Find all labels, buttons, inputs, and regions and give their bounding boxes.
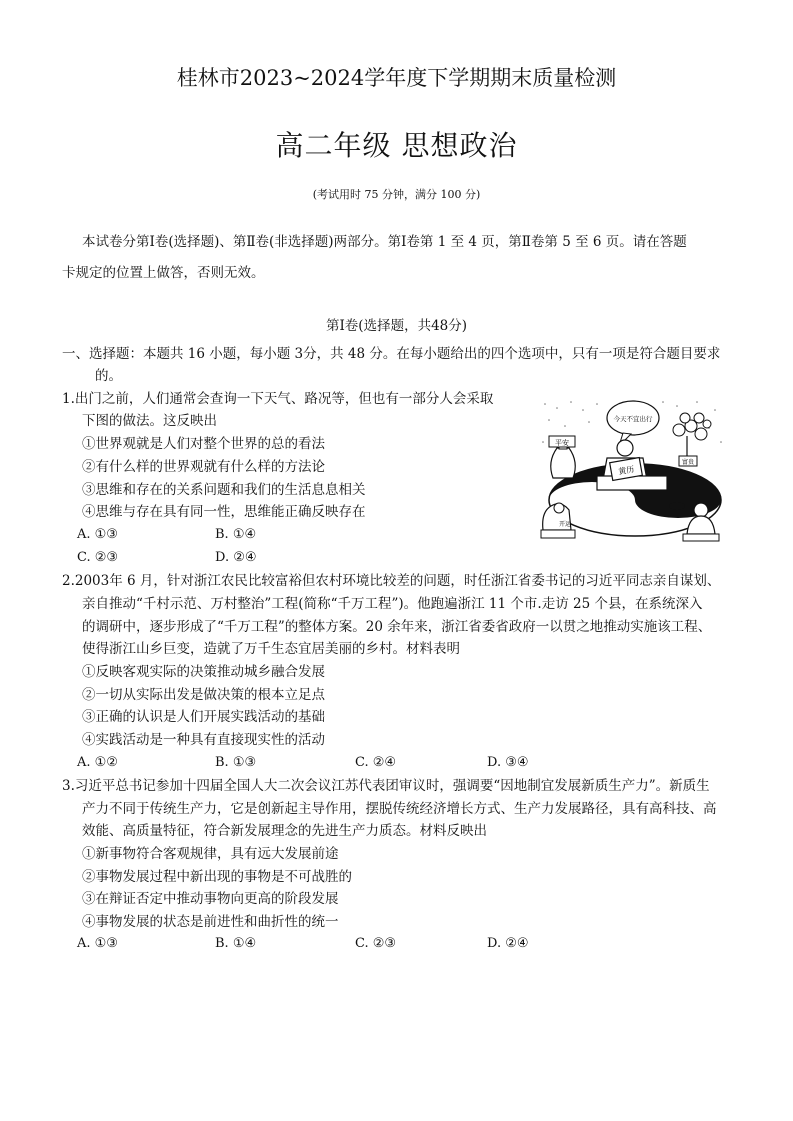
q1-option-c[interactable]: C. ②③ [77,550,119,565]
intro-line-2: 卡规定的位置上做答，否则无效。 [62,265,265,281]
q1-stem-line-1: 1.出门之前，人们通常会查询一下天气、路况等，但也有一部分人会采取 [62,391,494,407]
almanac-label: 黄历 [617,464,635,477]
q1-option-a[interactable]: A. ①③ [77,527,118,542]
q2-stem-line-4: 使得浙江山乡巨变，造就了万千生态宜居美丽的乡村。材料表明 [82,641,460,657]
vase-icon [549,436,575,478]
q3-option-b[interactable]: B. ①④ [215,936,257,951]
q2-stem-line-3: 的调研中，逐步形成了“千万工程”的整体方案。20 余年来，浙江省委省政府一以贯之地推动实施该工程、 [82,619,712,635]
q3-statement-3: ③在辩证否定中推动事物向更高的阶段发展 [82,891,339,907]
q3-stem-line-2: 产力不同于传统生产力，它是创新起主导作用，摆脱传统经济增长方式、生产力发展路径，具有高科技、高 [82,801,717,817]
q3-statement-1: ①新事物符合客观规律，具有远大发展前途 [82,846,339,862]
q3-stem-line-3: 效能、高质量特征，符合新发展理念的先进生产力质态。材料反映出 [82,823,487,839]
section-title: 第Ⅰ卷(选择题，共48分) [325,318,468,334]
q2-statement-3: ③正确的认识是人们开展实践活动的基础 [82,709,325,725]
q3-option-a[interactable]: A. ①③ [77,936,118,951]
cartoon-drawing [537,396,725,548]
q2-stem-line-2: 亲自推动“千村示范、万村整治”工程(简称“千万工程”)。他跑遍浙江 11 个市.走访 25 个县，在系统深入 [82,596,703,612]
q2-option-a[interactable]: A. ①② [77,755,118,770]
q2-stem-line-1: 2.2003年 6 月，针对浙江农民比较富裕但农村环境比较差的问题，时任浙江省委书记的习近平同志亲自谋划、 [62,573,721,589]
q3-statement-2: ②事物发展过程中新出现的事物是不可战胜的 [82,869,352,885]
q1-option-b[interactable]: B. ①④ [215,527,257,542]
q2-statement-1: ①反映客观实际的决策推动城乡融合发展 [82,664,325,680]
q2-statement-4: ④实践活动是一种具有直接现实性的活动 [82,732,325,748]
statue-label: 开运 [558,521,572,528]
instructions-line-1: 一、选择题：本题共 16 小题，每小题 3分，共 48 分。在每小题给出的四个选项中，只有一项是符合题目要求 [62,346,721,362]
plant-tag: 富贵 [681,459,695,466]
instructions-line-2: 的。 [95,368,122,384]
bubble-text: 今天不宜出行 [613,415,653,423]
q3-option-c[interactable]: C. ②③ [355,936,397,951]
exam-title: 桂林市2023~2024学年度下学期期末质量检测 [176,66,617,90]
q3-option-d[interactable]: D. ②④ [487,936,529,951]
q3-stem-line-1: 3.习近平总书记参加十四届全国人大二次会议江苏代表团审议时，强调要“因地制宜发展新质生产力”。新质生 [62,778,710,794]
intro-line-1: 本试卷分第Ⅰ卷(选择题)、第Ⅱ卷(非选择题)两部分。第Ⅰ卷第 1 至 4 页，第Ⅱ卷第 5 至 6 页。请在答题 [82,234,687,250]
q2-option-c[interactable]: C. ②④ [355,755,397,770]
q2-statement-2: ②一切从实际出发是做决策的根本立足点 [82,687,325,703]
q1-statement-4: ④思维与存在具有同一性，思维能正确反映存在 [82,504,366,520]
q1-statement-3: ③思维和存在的关系问题和我们的生活息息相关 [82,482,366,498]
q3-statement-4: ④事物发展的状态是前进性和曲折性的统一 [82,914,339,930]
q1-statement-2: ②有什么样的世界观就有什么样的方法论 [82,459,325,475]
q1-stem-line-2: 下图的做法。这反映出 [82,413,217,429]
q2-option-b[interactable]: B. ①③ [215,755,257,770]
exam-info: (考试用时 75 分钟，满分 100 分) [312,188,481,201]
q2-option-d[interactable]: D. ③④ [487,755,529,770]
subject-title: 高二年级 思想政治 [275,129,518,162]
cartoon-illustration [537,396,725,548]
vase-label: 平安 [555,439,569,447]
q1-option-d[interactable]: D. ②④ [215,550,257,565]
q1-statement-1: ①世界观就是人们对整个世界的总的看法 [82,436,325,452]
